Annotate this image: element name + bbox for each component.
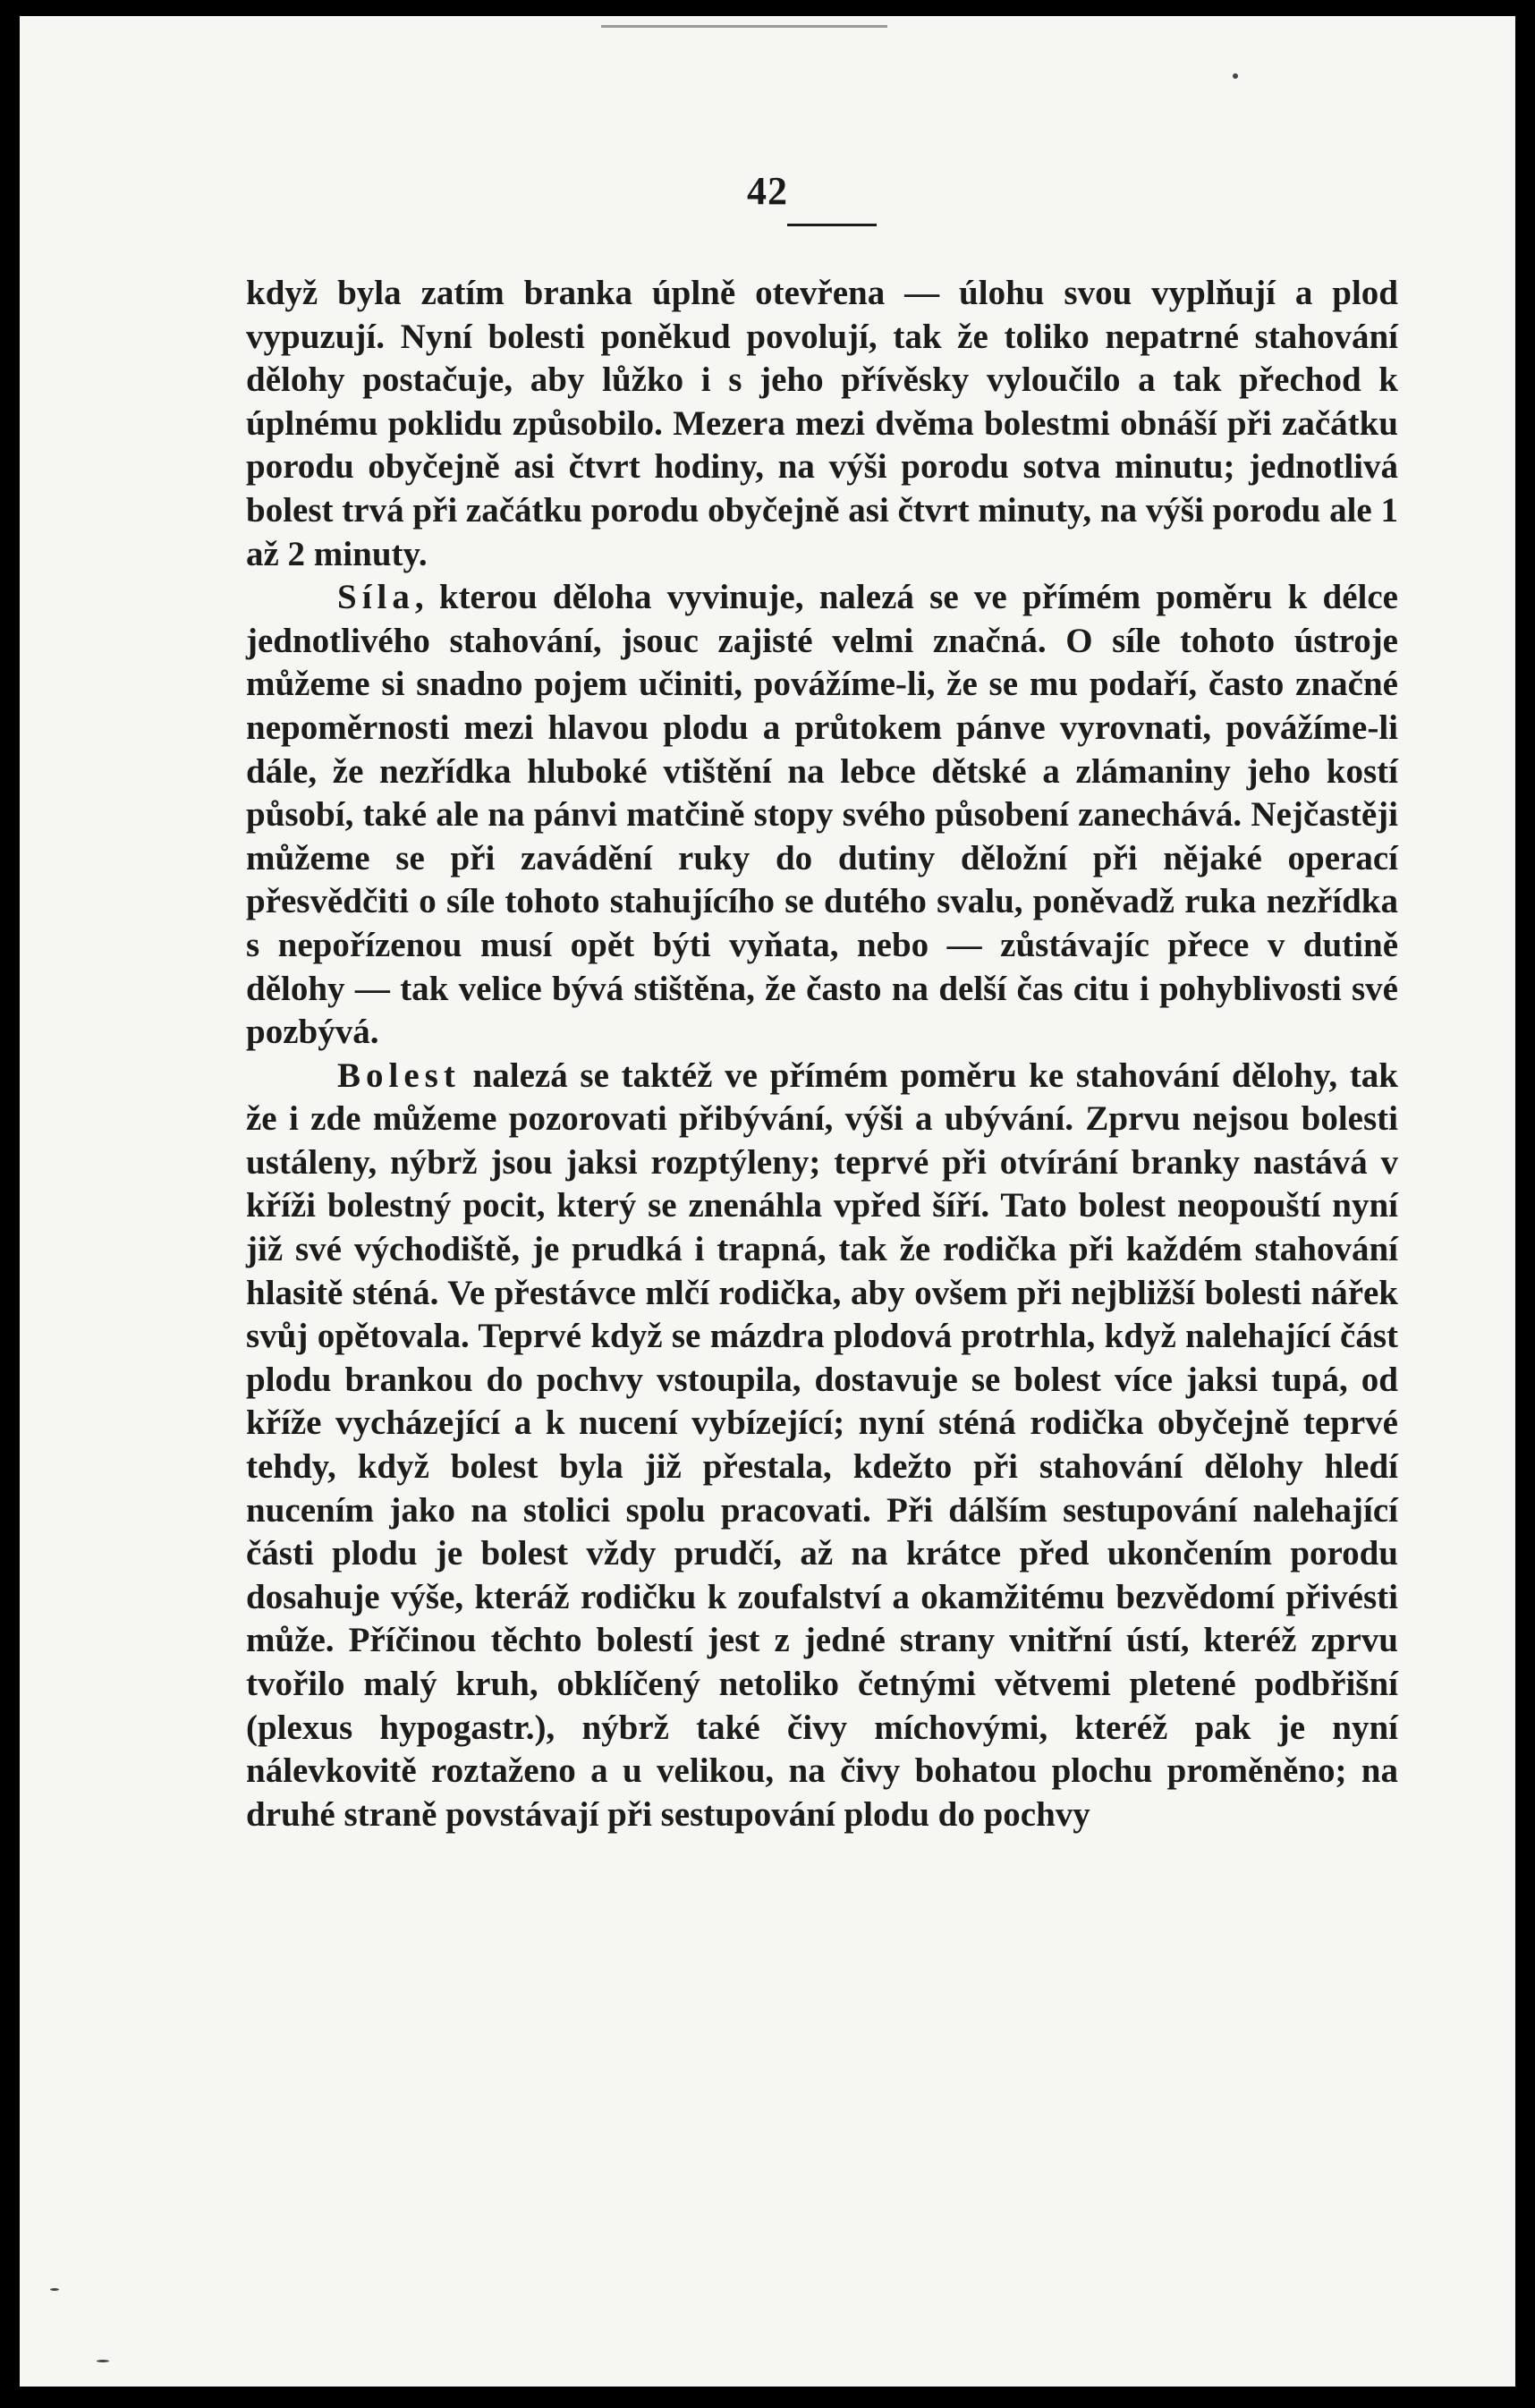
scan-edge-mark xyxy=(601,25,887,28)
scanned-page xyxy=(20,16,1515,2387)
paragraph-1 xyxy=(246,272,1398,576)
body-text xyxy=(246,272,1398,1836)
scan-speck xyxy=(1233,73,1238,79)
paragraph-3-text: nalezá se taktéž ve přímém poměru ke stahování dělohy, tak že i zde můžeme pozorovati přibývání, výši a ubývání. Zprvu nejsou bolesti ustáleny, nýbrž jsou jaksi rozptýleny; teprvé při otvírání branky nastává v kříži bolestný pocit, který se znenáhla vpřed šíří. Tato bolest neopouští nyní již své východiště, je prudká i trapná, tak že rodička při každém stahování hlasitě sténá. Ve přestávce mlčí rodička, aby ovšem při nejbližší bolesti nářek svůj opětovala. Teprvé když se mázdra plodová protrhla, když nalehající část plodu brankou do pochvy vstoupila, dostavuje se bolest více jaksi tupá, od kříže vycházející a k nucení vybízející; nyní sténá rodička obyčejně teprvé tehdy, když bolest byla již přestala, kdežto při stahování dělohy hledí nucením jako na stolici spolu pracovati. Při dálším sestupování nalehající části plodu je bolest vždy prudčí, až na krátce před ukončením porodu dosahuje výše, kteráž rodičku k zoufalství a okamžitému bezvědomí přivésti může. Příčinou těchto bolestí jest z jedné strany vnitřní ústí, kteréž zprvu tvořilo malý kruh, obklíčený netoliko četnými větvemi pletené podbřišní (plexus hypogastr.), nýbrž také čivy míchovými, kteréž pak je nyní nálevkovitě roztaženo a u velikou, na čivy bohatou plochu proměněno; na druhé straně povstávají při sestupování plodu do pochvy xyxy=(246,1056,1398,1834)
scan-speck xyxy=(97,2360,109,2362)
scan-speck xyxy=(50,2288,59,2291)
paragraph-1-text: když byla zatím branka úplně otevřena — úlohu svou vyplňují a plod vypuzují. Nyní bolesti poněkud povolují, tak že toliko nepatrné stahování dělohy postačuje, aby lůžko i s jeho přívěsky vyloučilo a tak přechod k úplnému poklidu způsobilo. Mezera mezi dvěma bolestmi obnáší při začátku porodu obyčejně asi čtvrt hodiny, na výši porodu sotva minutu; jednotlivá bolest trvá při začátku porodu obyčejně asi čtvrt minuty, na výši porodu ale 1 až 2 minuty. xyxy=(246,274,1398,573)
page-number: 42 xyxy=(747,169,788,213)
paragraph-2 xyxy=(246,576,1398,1055)
paragraph-2-lead-word: Síla xyxy=(337,578,415,617)
page-number-underline xyxy=(787,224,877,226)
paragraph-3-lead-word: Bolest xyxy=(337,1056,461,1095)
paragraph-3 xyxy=(246,1055,1398,1837)
paragraph-2-text: , kterou děloha vyvinuje, nalezá se ve přímém poměru k délce jednotlivého stahování, jsouc zajisté velmi značná. O síle tohoto ústroje můžeme si snadno pojem učiniti, povážíme-li, že se mu podaří, často značné nepoměrnosti mezi hlavou plodu a průtokem pánve vyrovnati, povážíme-li dále, že nezřídka hluboké vtištění na lebce dětské a zlámaniny jeho kostí působí, také ale na pánvi matčině stopy svého působení zanechává. Nejčastěji můžeme se při zavádění ruky do dutiny děložní při nějaké operací přesvědčiti o síle tohoto stahujícího se dutého svalu, poněvadž ruka nezřídka s nepořízenou musí opět býti vyňata, nebo — zůstávajíc přece v dutině dělohy — tak velice bývá stištěna, že často na delší čas citu i pohyblivosti své pozbývá. xyxy=(246,578,1398,1052)
